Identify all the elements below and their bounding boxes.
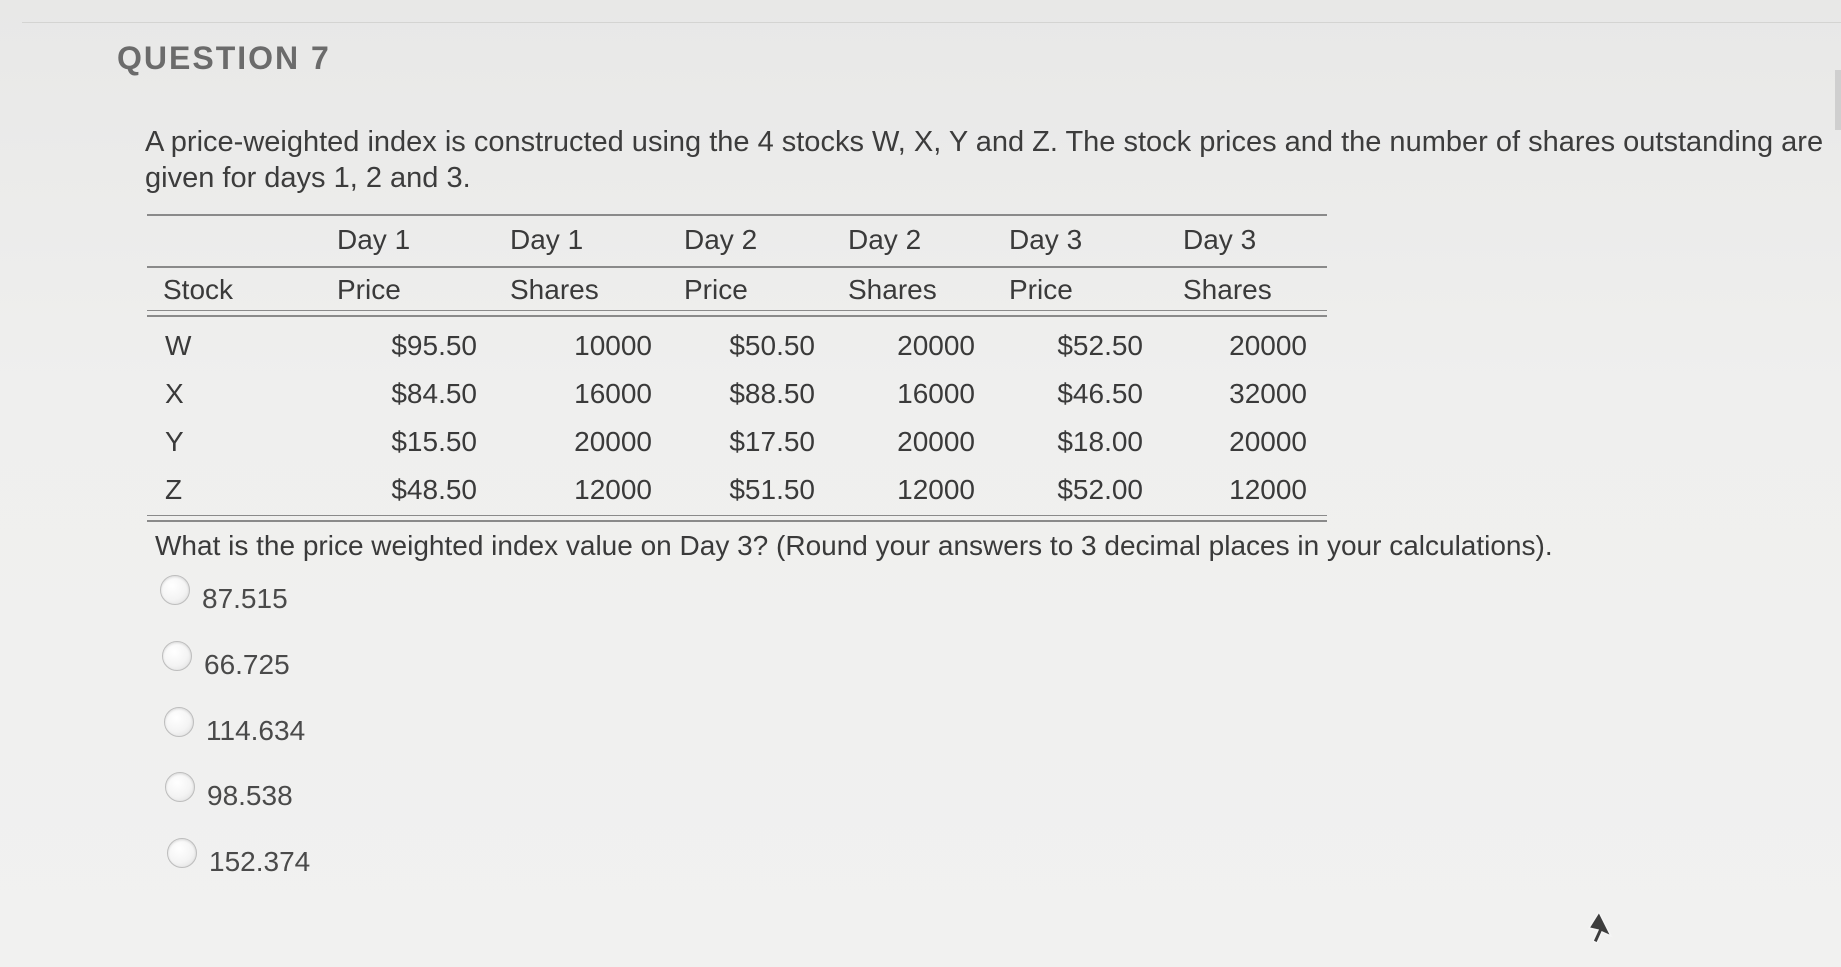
table-cell: $18.00 bbox=[1057, 426, 1143, 457]
table-cell: 32000 bbox=[1229, 378, 1307, 409]
table-header-field: Shares bbox=[1183, 274, 1272, 305]
table-cell: $17.50 bbox=[729, 426, 815, 457]
table-cell: $15.50 bbox=[391, 426, 477, 457]
question-title: QUESTION 7 bbox=[117, 40, 331, 76]
radio-button[interactable] bbox=[165, 772, 195, 802]
table-cell-stock: Z bbox=[165, 474, 183, 505]
table-cell: 16000 bbox=[897, 378, 975, 409]
table-rule-header-bottom bbox=[147, 315, 1327, 317]
table-header-field: Price bbox=[1009, 274, 1073, 305]
answer-option[interactable] bbox=[160, 575, 460, 614]
table-cell: 16000 bbox=[574, 378, 652, 409]
table-cell: 10000 bbox=[574, 330, 652, 361]
table-cell-stock: X bbox=[165, 378, 184, 409]
radio-button[interactable] bbox=[162, 641, 192, 671]
table-rule-header bbox=[147, 266, 1327, 268]
radio-button[interactable] bbox=[167, 838, 197, 868]
table-cell: $51.50 bbox=[729, 474, 815, 505]
answer-option[interactable] bbox=[165, 772, 465, 811]
table-cell: 12000 bbox=[574, 474, 652, 505]
table-header-field: Price bbox=[684, 274, 748, 305]
table-header-field: Shares bbox=[510, 274, 599, 305]
table-cell: $95.50 bbox=[391, 330, 477, 361]
table-cell: $48.50 bbox=[391, 474, 477, 505]
table-rule-header-bottom bbox=[147, 310, 1327, 311]
table-cell: 20000 bbox=[1229, 330, 1307, 361]
table-header-field: Price bbox=[337, 274, 401, 305]
table-rule-bottom bbox=[147, 520, 1327, 522]
scrollbar-edge[interactable] bbox=[1835, 70, 1841, 130]
table-cell: $46.50 bbox=[1057, 378, 1143, 409]
answer-option-label: 98.538 bbox=[207, 780, 293, 811]
table-cell: $84.50 bbox=[391, 378, 477, 409]
mouse-pointer-icon bbox=[1585, 910, 1615, 946]
answer-option[interactable] bbox=[164, 707, 464, 746]
answer-option-label: 152.374 bbox=[209, 846, 311, 877]
table-cell-stock: W bbox=[165, 330, 192, 361]
table-header-field: Shares bbox=[848, 274, 937, 305]
table-cell: 20000 bbox=[897, 426, 975, 457]
table-header-day: Day 2 bbox=[684, 224, 758, 255]
table-cell: 12000 bbox=[1229, 474, 1307, 505]
table-rule-top bbox=[147, 214, 1327, 216]
table-cell: 20000 bbox=[897, 330, 975, 361]
answer-option-label: 114.634 bbox=[206, 715, 306, 746]
table-cell: 12000 bbox=[897, 474, 975, 505]
table-cell: $88.50 bbox=[729, 378, 815, 409]
table-header-day: Day 1 bbox=[337, 224, 411, 255]
table-cell: 20000 bbox=[1229, 426, 1307, 457]
question-ask: What is the price weighted index value on Day 3? (Round your answers to 3 decimal places in your calculations). bbox=[155, 530, 1553, 561]
answer-option-label: 66.725 bbox=[204, 649, 290, 680]
top-divider bbox=[22, 22, 1841, 23]
table-cell: $50.50 bbox=[729, 330, 815, 361]
table-header-day: Day 1 bbox=[510, 224, 584, 255]
table-cell: 20000 bbox=[574, 426, 652, 457]
table-rule-bottom bbox=[147, 515, 1327, 516]
table-header-day: Day 3 bbox=[1009, 224, 1083, 255]
answer-option[interactable] bbox=[167, 838, 467, 877]
answer-option[interactable] bbox=[162, 641, 462, 680]
table-cell: $52.50 bbox=[1057, 330, 1143, 361]
table-header-stock: Stock bbox=[163, 274, 234, 305]
table-cell: $52.00 bbox=[1057, 474, 1143, 505]
question-prompt: A price-weighted index is constructed using the 4 stocks W, X, Y and Z. The stock prices and the number of shares outstanding are given for days 1, 2 and 3. bbox=[145, 126, 1824, 194]
table-header-day: Day 2 bbox=[848, 224, 922, 255]
radio-button[interactable] bbox=[164, 707, 194, 737]
table-header-day: Day 3 bbox=[1183, 224, 1257, 255]
radio-button[interactable] bbox=[160, 575, 190, 605]
answer-option-label: 87.515 bbox=[202, 583, 288, 614]
table-cell-stock: Y bbox=[165, 426, 184, 457]
